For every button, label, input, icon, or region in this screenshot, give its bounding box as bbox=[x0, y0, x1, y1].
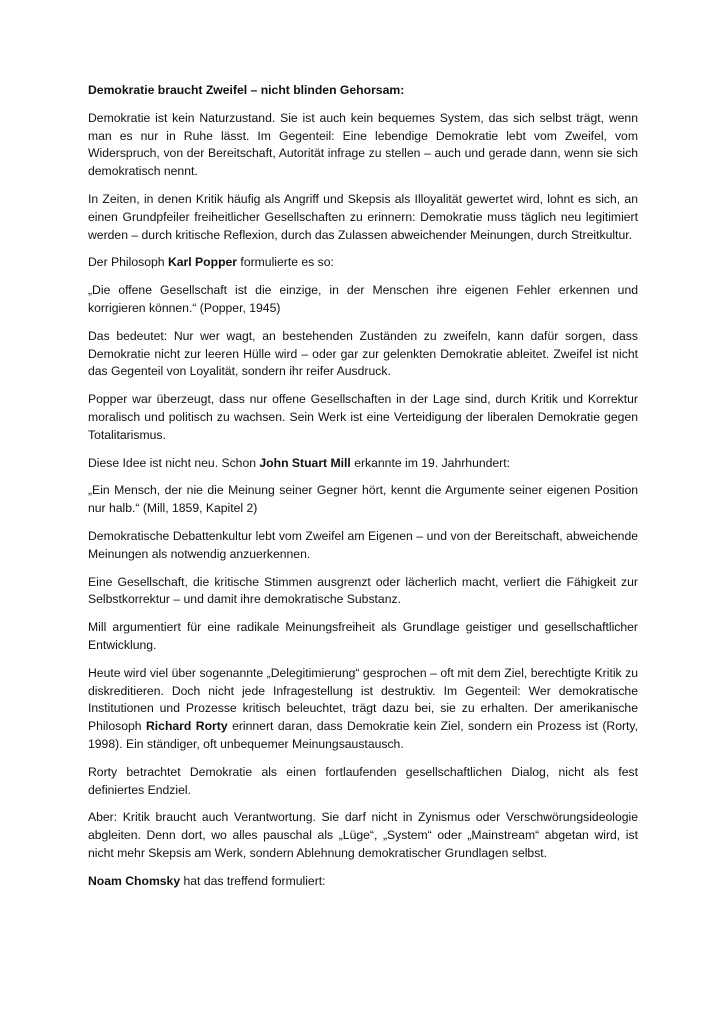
text-span: Der Philosoph bbox=[88, 255, 168, 270]
name-noam-chomsky: Noam Chomsky bbox=[88, 873, 181, 888]
paragraph-delegitimierung bbox=[88, 665, 638, 754]
text-span: hat das treffend formuliert: bbox=[180, 873, 326, 888]
quote-mill: „Ein Mensch, der nie die Meinung seiner Gegner hört, kennt die Argumente seiner eigenen Position nur halb.“ (Mill, 1859, Kapitel 2) bbox=[88, 483, 638, 516]
paragraph-mill-intro bbox=[88, 455, 638, 473]
paragraph-gesellschaft: Eine Gesellschaft, die kritische Stimmen ausgrenzt oder lächerlich macht, verliert die Fähigkeit zur Selbstkorrektur – und damit ihre demokratische Substanz. bbox=[88, 574, 638, 607]
paragraph-popper-intro bbox=[88, 254, 638, 272]
paragraph-intro: Demokratie ist kein Naturzustand. Sie ist auch kein bequemes System, das sich selbst trägt, wenn man es nur in Ruhe lässt. Im Gegenteil: Eine lebendige Demokratie lebt vom Zweifel, vom Widerspruch, von der Bereitschaft, Autorität infrage zu stellen – auch und gerade dann, wenn sie sich demokratisch nennt. bbox=[88, 110, 638, 179]
document-heading: Demokratie braucht Zweifel – nicht blinden Gehorsam: bbox=[88, 83, 405, 97]
name-richard-rorty: Richard Rorty bbox=[145, 719, 228, 734]
text-span: Heute wird viel über sogenannte „Delegitimierung“ gesprochen – oft mit dem Ziel, berechtigte Kritik zu diskreditieren. Doch nicht jede Infragestellung ist destruktiv. Im Gegenteil: Wer demokratische Institutionen und Prozesse kritisch beleuchtet, trägt dazu bei, sie zu erhalten. Der amerikanische Philosoph bbox=[88, 665, 638, 734]
paragraph-verantwortung: Aber: Kritik braucht auch Verantwortung. Sie darf nicht in Zynismus oder Verschwörungsideologie abgleiten. Denn dort, wo alles pauschal als „Lüge“, „System“ oder „Mainstream“ abgetan wird, ist nicht mehr Skepsis am Werk, sondern Ablehnung demokratischer Grundlagen selbst. bbox=[88, 810, 638, 860]
name-karl-popper: Karl Popper bbox=[167, 255, 238, 270]
text-span: formulierte es so: bbox=[237, 255, 334, 270]
text-span: Diese Idee ist nicht neu. Schon bbox=[88, 455, 260, 470]
paragraph-chomsky-intro bbox=[88, 873, 638, 891]
text-span: erkannte im 19. Jahrhundert: bbox=[350, 455, 511, 470]
paragraph-mill-argument: Mill argumentiert für eine radikale Meinungsfreiheit als Grundlage geistiger und gesellschaftlicher Entwicklung. bbox=[88, 620, 638, 652]
paragraph-zeiten: In Zeiten, in denen Kritik häufig als Angriff und Skepsis als Illoyalität gewertet wird, lohnt es sich, an einen Grundpfeiler freiheitlicher Gesellschaften zu erinnern: Demokratie muss täglich neu legitimiert werden – durch kritische Reflexion, durch das Zulassen abweichender Meinungen, durch Streitkultur. bbox=[88, 191, 638, 242]
quote-popper: „Die offene Gesellschaft ist die einzige, in der Menschen ihre eigenen Fehler erkennen und korrigieren können.“ (Popper, 1945) bbox=[88, 283, 638, 315]
name-john-stuart-mill: John Stuart Mill bbox=[259, 455, 351, 470]
text-span: erinnert daran, dass Demokratie kein Ziel, sondern ein Prozess ist (Rorty, 1998). Ein ständiger, oft unbequemer Meinungsaustausch. bbox=[88, 719, 639, 751]
paragraph-bedeutung: Das bedeutet: Nur wer wagt, an bestehenden Zuständen zu zweifeln, kann dafür sorgen, dass Demokratie nicht zur leeren Hülle wird – oder gar zur gelenkten Demokratie ableitet. Zweifel ist nicht das Gegenteil von Loyalität, sondern ihr reifer Ausdruck. bbox=[88, 328, 638, 379]
paragraph-popper-werk: Popper war überzeugt, dass nur offene Gesellschaften in der Lage sind, durch Kritik und Korrektur moralisch und politisch zu wachsen. Sein Werk ist eine Verteidigung der liberalen Demokratie gegen Totalitarismus. bbox=[88, 392, 638, 442]
paragraph-debattenkultur: Demokratische Debattenkultur lebt vom Zweifel am Eigenen – und von der Bereitschaft, abweichende Meinungen als notwendig anzuerkennen. bbox=[88, 528, 638, 561]
paragraph-rorty: Rorty betrachtet Demokratie als einen fortlaufenden gesellschaftlichen Dialog, nicht als fest definiertes Endziel. bbox=[88, 764, 638, 797]
